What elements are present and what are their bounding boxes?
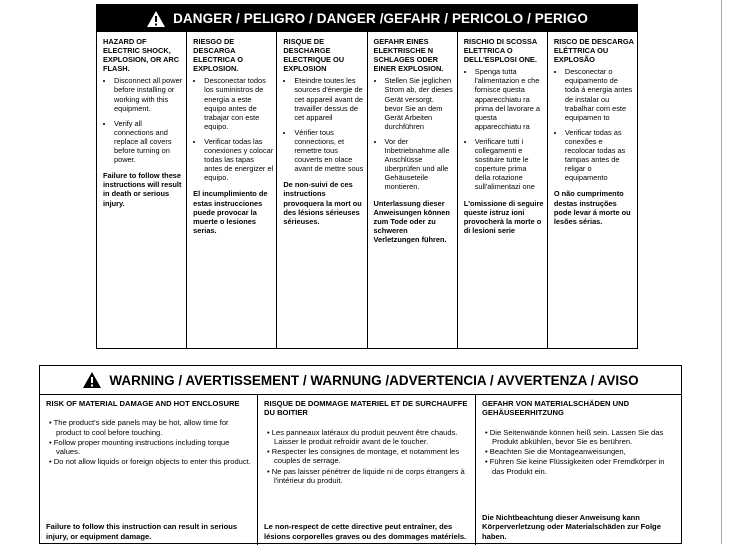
- warning-title: WARNING / AVERTISSEMENT / WARNUNG /ADVERTENCIA / AVVERTENZA / AVISO: [109, 372, 639, 388]
- warning-col-heading: RISK OF MATERIAL DAMAGE AND HOT ENCLOSURE: [46, 399, 240, 408]
- warning-col-bullets: [482, 428, 676, 476]
- danger-col-footer: De non-suivi de ces instructions provoquera la mort ou des lésions sérieuses sérieuses.: [283, 180, 362, 226]
- danger-bullet: • Vérifier tous connections, et remettre tous couverts en olace avant de mettre sous: [294, 128, 363, 173]
- danger-bullet: • Desconectar o equipamento de toda á energia antes de instalar ou trabalhar com este equipamen to: [565, 67, 634, 122]
- warning-col-heading: GEFAHR VON MATERIALSCHÄDEN UND GEHÄUSEERHITZUNG: [482, 399, 630, 418]
- danger-bullet: • Verificar todas las conexiones y colocar todas las tapas antes de energizer el equipo.: [204, 137, 273, 182]
- danger-bullet: • Verificare tutti i collegamenti e sostituire tutte le coperture prima della rotazione sull'alimentazi one: [475, 137, 544, 192]
- danger-title: DANGER / PELIGRO / DANGER /GEFAHR / PERICOLO / PERIGO: [173, 11, 588, 26]
- warning-col-bullets: [264, 428, 470, 486]
- danger-col-heading: RISCHIO DI SCOSSA ELETTRICA O DELL'ESPLOSI ONE.: [463, 37, 537, 65]
- danger-col-bullets: [554, 67, 634, 182]
- danger-bullet: • Verify all connections and replace all covers before turning on power.: [114, 119, 183, 164]
- danger-bullet: • Stellen Sie jeglichen Strom ab, der dieses Gerät versorgt. bevor Sie an dem Gerät Arbeiten durchführen: [385, 76, 454, 131]
- warning-col-english: [40, 395, 258, 545]
- danger-col-footer: El incumplimiento de estas instrucciones puede provocar la muerte o lesiones serias.: [193, 189, 268, 235]
- warning-columns: [40, 395, 681, 545]
- danger-col-footer: Unterlassung dieser Anweisungen können zum Tode oder zu schweren Verletzungen führen.: [373, 198, 450, 244]
- warning-bullet: • The product's side panels may be hot, allow time for product to cool before touching.: [56, 418, 252, 437]
- danger-bullet: • Verificar todas as conexões e recolocar todas as tampas antes de religar o equipamento: [565, 128, 634, 183]
- danger-col-footer: L'omissione di seguire queste istruz ioni provocherà la morte o di lesioni serie: [463, 198, 544, 235]
- warning-panel: [39, 365, 682, 544]
- danger-bullet: • Eteindre toutes les sources d'énergie de cet appareil avant de travailler dessus de cet appareil: [294, 76, 363, 121]
- warning-bullet: • Die Seitenwände können heiß sein. Lassen Sie das Produkt abkühlen, bevor Sie es berühren.: [492, 428, 676, 447]
- danger-col-italian: [458, 32, 548, 348]
- warning-col-german: [476, 395, 681, 545]
- danger-col-heading: GEFAHR EINES ELEKTRISCHE N SCHLAGES ODER EINER EXPLOSION.: [373, 37, 444, 74]
- danger-col-heading: RISCO DE DESCARGA ELÉTTRICA OU EXPLOSÃO: [553, 37, 634, 65]
- danger-bullet: • Vor der Inbetriebnahme alle Anschlüsse überprüfen und alle Gehäuseteile montieren.: [385, 137, 454, 192]
- warning-col-footer: Le non-respect de cette directive peut entraîner, des lésions corporelles graves ou des dommages matériels.: [264, 522, 467, 541]
- danger-col-bullets: [464, 67, 544, 191]
- danger-bullet: • Desconectar todos los suministros de energía a este equipo antes de trabajar con este equipo.: [204, 76, 273, 131]
- danger-columns: [97, 32, 637, 348]
- danger-bullet: • Disconnect all power before installing or working with this equipment.: [114, 76, 183, 112]
- danger-col-spanish: [187, 32, 277, 348]
- warning-bullet: • Les panneaux latéraux du produit peuvent être chauds. Laisser le produit refroidir avant de le toucher.: [274, 428, 470, 447]
- warning-col-bullets: [46, 418, 252, 466]
- danger-col-footer: O não cumprimento destas instruções pode levar á morte ou lesões sérias.: [553, 189, 631, 226]
- warning-triangle-icon: [82, 371, 102, 389]
- warning-bullet: • Do not allow liquids or foreign objects to enter this product.: [56, 457, 252, 466]
- warning-col-footer: Failure to follow this instruction can result in serious injury, or equipment damage.: [46, 522, 238, 541]
- danger-col-footer: Failure to follow these instructions will result in death or serious injury.: [103, 171, 182, 208]
- danger-col-french: [277, 32, 367, 348]
- warning-bullet: • Ne pas laisser pénétrer de liquide ni de corps étrangers à l'intérieur du produit.: [274, 467, 470, 486]
- danger-col-portuguese: [548, 32, 637, 348]
- danger-col-bullets: [374, 76, 454, 191]
- danger-col-bullets: [103, 76, 183, 164]
- warning-bullet: • Respecter les consignes de montage, et notamment les couples de serrage.: [274, 447, 470, 466]
- warning-triangle-icon: [146, 10, 166, 28]
- danger-col-bullets: [193, 76, 273, 182]
- page-edge-line: [721, 0, 722, 544]
- warning-col-heading: RISQUE DE DOMMAGE MATERIEL ET DE SURCHAUFFE DU BOITIER: [264, 399, 468, 418]
- warning-bullet: • Führen Sie keine Flüssigkeiten oder Fremdkörper in das Produkt ein.: [492, 457, 676, 476]
- warning-col-french: [258, 395, 476, 545]
- danger-col-english: [97, 32, 187, 348]
- danger-col-bullets: [283, 76, 363, 173]
- warning-bullet: • Follow proper mounting instructions including torque values.: [56, 438, 252, 457]
- warning-header: [40, 366, 681, 395]
- danger-header: [97, 5, 637, 32]
- danger-col-heading: HAZARD OF ELECTRIC SHOCK, EXPLOSION, OR ARC FLASH.: [103, 37, 180, 74]
- warning-bullet: • Beachten Sie die Montageanweisungen,: [492, 447, 676, 456]
- danger-panel: [96, 4, 638, 349]
- danger-bullet: • Spenga tutta l'alimentazion e che fornisce questa apparecchiatu ra prima del lavorare a questa apparecchiatu ra: [475, 67, 544, 131]
- danger-col-heading: RISQUE DE DESCHARGE ELECTRIQUE OU EXPLOSION: [283, 37, 345, 74]
- danger-col-heading: RIESGO DE DESCARGA ELECTRICA O EXPLOSION.: [193, 37, 243, 74]
- danger-col-german: [368, 32, 458, 348]
- warning-col-footer: Die Nichtbeachtung dieser Anweisung kann Körperverletzung oder Materialschäden zur Folge haben.: [482, 513, 661, 541]
